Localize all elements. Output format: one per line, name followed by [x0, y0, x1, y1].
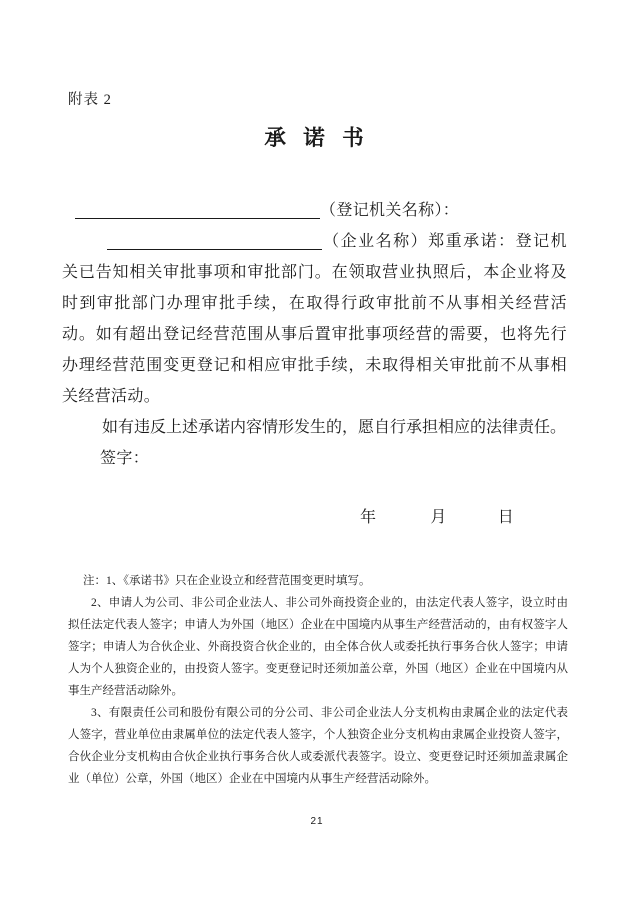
- document-title: 承 诺 书: [264, 126, 370, 150]
- page-number: 21: [310, 816, 324, 827]
- document-body: [62, 195, 567, 533]
- note-item-3: 3、有限责任公司和股份有限公司的分公司、非公司企业法人分支机构由隶属企业的法定代表人签字，营业单位由隶属单位的法定代表人签字，个人独资企业分支机构由隶属企业投资人签字，合伙企业分支机构由合伙企业执行事务合伙人或委派代表签字。设立、变更登记时还须加盖隶属企业（单位）公章，外国（地区）企业在中国境内从事生产经营活动除外。: [68, 707, 568, 785]
- signature-label: 签字：: [100, 450, 150, 467]
- notes-section: [68, 570, 568, 790]
- registration-authority-blank-field[interactable]: [75, 202, 320, 219]
- commitment-paragraph: [62, 226, 567, 412]
- registration-authority-line: [62, 195, 567, 226]
- liability-paragraph: 如有违反上述承诺内容情形发生的，愿自行承担相应的法律责任。: [102, 419, 567, 436]
- day-label: 日: [497, 509, 515, 526]
- note-item-2: 2、申请人为公司、非公司企业法人、非公司外商投资企业的，由法定代表人签字，设立时由拟任法定代表人签字；申请人为外国（地区）企业在中国境内从事生产经营活动的，由有权签字人签字；申请人为合伙企业、外商投资合伙企业的，由全体合伙人或委托执行事务合伙人签字；申请人为个人独资企业的，由投资人签字。变更登记时还须加盖公章，外国（地区）企业在中国境内从事生产经营活动除外。: [68, 597, 568, 697]
- date-line: [62, 502, 567, 533]
- commitment-text: （企业名称）郑重承诺：登记机关已告知相关审批事项和审批部门。在领取营业执照后，本企业将及时到审批部门办理审批手续，在取得行政审批前不从事相关经营活动。如有超出登记经营范围从事后置审批事项经营的需要，也将先行办理经营范围变更登记和相应审批手续，未取得相关审批前不从事相关经营活动。: [62, 233, 567, 405]
- registration-authority-label: （登记机关名称）：: [320, 202, 460, 219]
- enterprise-name-blank-field[interactable]: [107, 233, 322, 250]
- month-label: 月: [430, 509, 447, 526]
- note-item-1: 注：1、《承诺书》只在企业设立和经营范围变更时填写。: [83, 575, 371, 587]
- appendix-label: 附表 2: [68, 92, 112, 108]
- year-label: 年: [360, 509, 377, 526]
